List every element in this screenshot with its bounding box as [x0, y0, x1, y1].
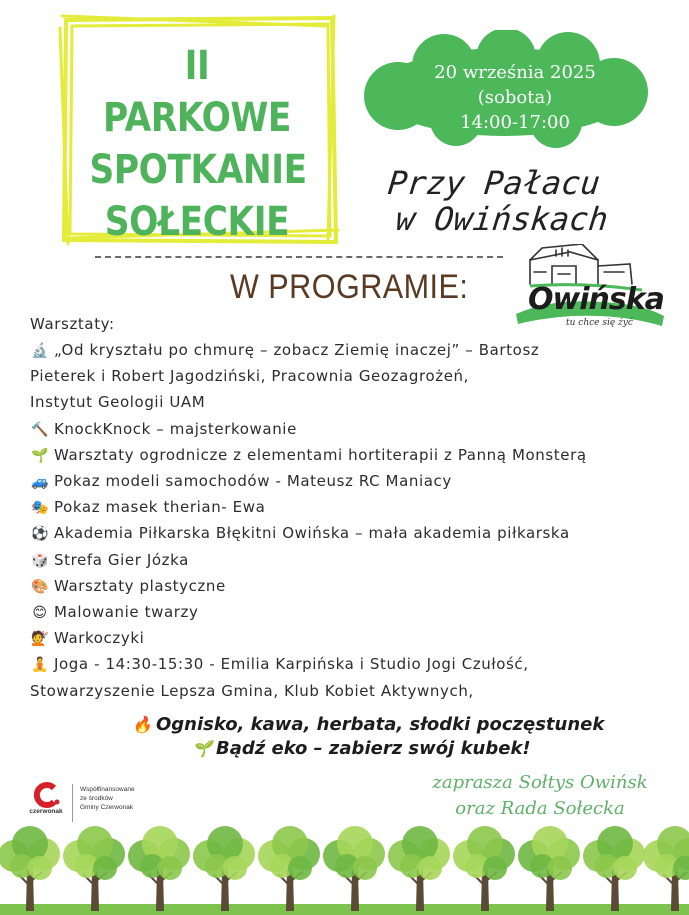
hairdresser-icon: 💇 — [30, 631, 50, 648]
hammer-icon: 🔨 — [30, 421, 50, 438]
date-weekday: (sobota) — [477, 87, 553, 108]
tree-icon — [453, 826, 515, 910]
signature-line-1: zaprasza Sołtys Owińsk — [432, 772, 648, 793]
program-item-text: Akademia Piłkarska Błękitni Owińska – mała akademia piłkarska — [54, 524, 570, 543]
program-item — [30, 551, 189, 569]
czerwonak-logo-text: czerwonak — [29, 808, 63, 815]
program-item — [30, 603, 198, 621]
highlight-text: Bądź eko – zabierz swój kubek! — [216, 738, 531, 759]
seedling-icon: 🌱 — [30, 447, 50, 464]
fire-icon: 🔥 — [132, 715, 152, 734]
tree-icon — [583, 826, 645, 910]
program-intro: Warsztaty: — [30, 315, 115, 333]
tree-icon — [388, 826, 450, 910]
program-item-text: Malowanie twarzy — [54, 603, 199, 621]
program-item-text: Warkoczyki — [54, 629, 145, 648]
tree-icon — [643, 826, 689, 910]
program-item-text: Warsztaty plastyczne — [54, 576, 226, 595]
dice-icon: 🎲 — [30, 552, 50, 569]
title-line-2: SPOTKANIE — [89, 147, 307, 193]
tree-icon — [63, 826, 125, 910]
soccer-ball-icon: ⚽ — [30, 526, 50, 543]
signature-line-2: oraz Rada Sołecka — [455, 798, 625, 819]
program-heading: W PROGRAMIE: — [230, 268, 469, 306]
divider — [95, 256, 503, 258]
czerwonak-logo-icon — [32, 782, 62, 808]
tree-icon — [323, 826, 385, 910]
program-item — [30, 682, 474, 700]
program-item-text: Pieterek i Robert Jagodziński, Pracownia Geozagrożeń, — [30, 367, 470, 386]
program-item-text: Warsztaty ogrodnicze z elementami hortiterapii z Panną Monsterą — [54, 445, 587, 464]
venue-line-2: w Owińskach — [394, 200, 610, 238]
program-item-text: Joga - 14:30-15:30 - Emilia Karpińska i Studio Jogi Czułość, — [54, 655, 529, 674]
highlight-text: Ognisko, kawa, herbata, słodki poczęstunek — [156, 714, 605, 735]
program-item — [30, 524, 570, 542]
title-line-3: SOŁECKIE — [104, 199, 290, 245]
event-title — [72, 40, 322, 248]
program-item-text: KnockKnock – majsterkowanie — [54, 419, 297, 438]
title-line-1: II PARKOWE — [103, 43, 291, 141]
car-icon: 🚙 — [30, 474, 50, 490]
logo-tagline: tu chce się żyć — [566, 318, 633, 328]
sponsor-line-2: ze środków — [80, 795, 113, 802]
program-item — [30, 498, 265, 516]
palette-icon: 🎨 — [30, 578, 50, 595]
highlight-bonfire — [132, 714, 604, 735]
microscope-icon: 🔬 — [30, 343, 50, 359]
tree-icon — [258, 826, 320, 910]
sponsor-line-1: Współfinansowane — [80, 786, 135, 793]
sponsor-divider — [72, 784, 73, 822]
program-item — [30, 655, 529, 673]
program-item — [30, 629, 144, 647]
program-item-text: Instytut Geologii UAM — [30, 393, 206, 412]
masks-icon: 🎭 — [30, 500, 50, 517]
program-item-text: Stowarzyszenie Lepsza Gmina, Klub Kobiet Aktywnych, — [30, 681, 474, 700]
program-item-text: Pokaz masek therian- Ewa — [54, 498, 266, 517]
highlight-eco — [192, 738, 531, 759]
program-item — [30, 472, 452, 490]
seedling-icon: 🌱 — [192, 739, 212, 758]
program-item-text: Strefa Gier Józka — [54, 550, 189, 569]
tree-border — [0, 826, 689, 915]
program-item — [30, 367, 469, 385]
program-item — [30, 446, 587, 464]
date-day: 20 września 2025 — [434, 62, 596, 83]
program-item — [30, 341, 539, 359]
venue-line-1: Przy Pałacu — [386, 164, 602, 202]
tree-icon — [0, 826, 60, 910]
program-item-text: Pokaz modeli samochodów - Mateusz RC Maniacy — [54, 472, 452, 490]
program-item-text: „Od kryształu po chmurę – zobacz Ziemię inaczej” – Bartosz — [54, 341, 540, 359]
sponsor-text — [80, 785, 190, 812]
event-date — [380, 60, 650, 135]
program-item — [30, 577, 226, 595]
date-time: 14:00-17:00 — [460, 112, 570, 133]
program-item — [30, 393, 205, 411]
tree-icon — [128, 826, 190, 910]
program-item — [30, 420, 297, 438]
sponsor-line-3: Gminy Czerwonak — [80, 804, 134, 811]
tree-icon — [518, 826, 580, 910]
yoga-icon: 🧘 — [30, 657, 50, 674]
tree-icon — [193, 826, 255, 910]
logo-name: Owińska — [528, 282, 664, 317]
smile-icon: 😊 — [32, 605, 48, 621]
